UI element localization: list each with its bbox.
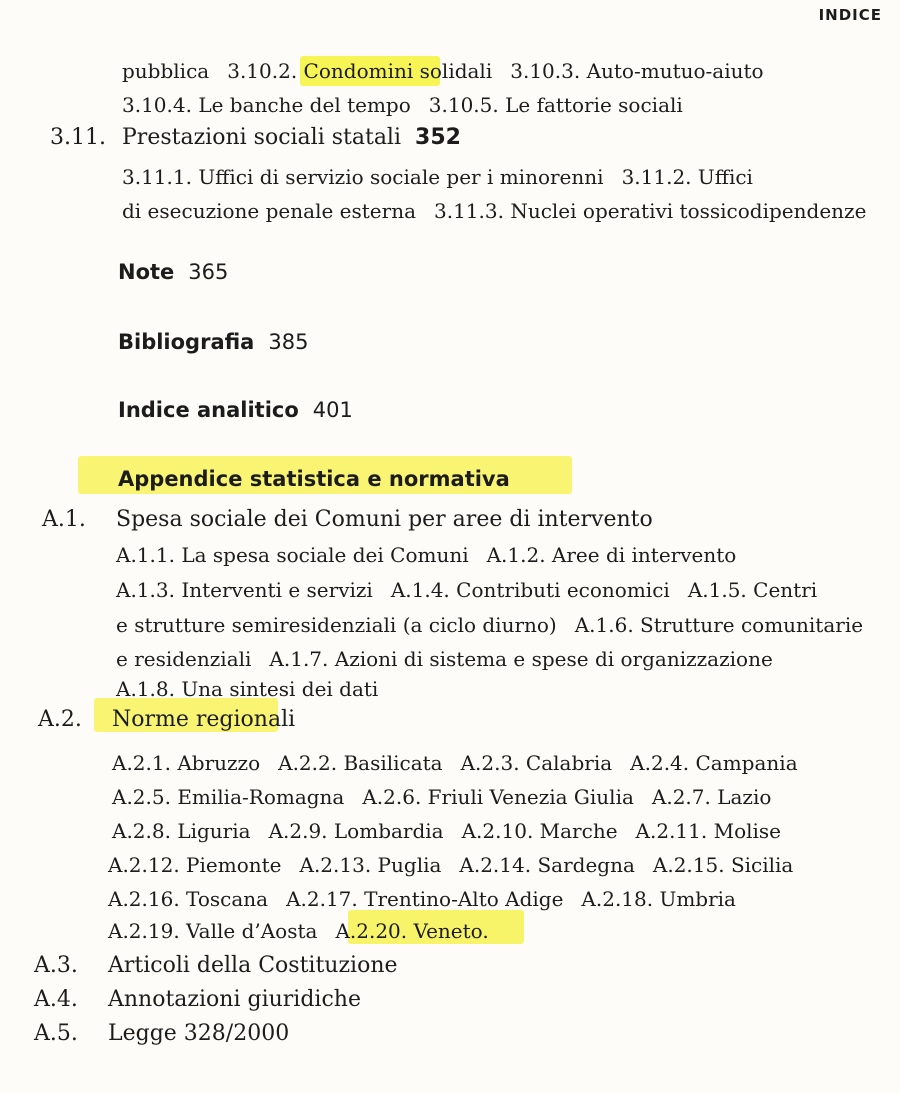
toc-entry[interactable]: A.1.2. Aree di intervento [486,543,737,567]
toc-line [116,542,736,568]
section-title[interactable]: Articoli della Costituzione [108,953,398,978]
toc-entry[interactable]: A.2.17. Trentino-Alto Adige [286,887,564,911]
toc-entry[interactable]: 3.11.2. Uffici [621,165,753,189]
toc-entry[interactable]: 3.11.1. Uffici di servizio sociale per i minorenni [122,165,604,189]
toc-entry[interactable]: A.2.3. Calabria [460,751,613,775]
toc-text: pubblica [122,59,210,83]
toc-entry[interactable]: A.2.18. Umbria [581,887,736,911]
section-number: 3.11. [50,125,106,150]
toc-line [116,676,378,702]
heading-title: Indice analitico [118,398,299,422]
toc-entry[interactable]: A.2.14. Sardegna [459,853,635,877]
toc-line [122,58,764,84]
toc-line [108,852,793,878]
section-number: A.2. [38,707,82,732]
toc-entry[interactable]: A.2.10. Marche [461,819,618,843]
toc-bibliografia[interactable] [118,330,308,354]
section-title: Prestazioni sociali statali [122,125,402,150]
toc-entry[interactable]: A.1.1. La spesa sociale dei Comuni [116,543,469,567]
toc-note[interactable] [118,260,228,284]
toc-line [116,646,773,672]
running-header: INDICE [818,6,882,24]
toc-line [116,577,817,603]
toc-text: e strutture semiresidenziali (a ciclo diurno) [116,613,557,637]
section-title[interactable]: Spesa sociale dei Comuni per aree di intervento [116,507,653,532]
toc-line [116,612,863,638]
toc-line [122,92,683,118]
toc-entry[interactable]: A.2.7. Lazio [651,785,772,809]
toc-entry[interactable]: A.2.8. Liguria [112,819,251,843]
toc-entry[interactable]: A.1.8. Una sintesi dei dati [116,677,379,701]
section-title[interactable]: Legge 328/2000 [108,1021,290,1046]
toc-entry[interactable]: A.2.4. Campania [630,751,798,775]
toc-entry[interactable]: A.2.13. Puglia [299,853,442,877]
toc-entry[interactable]: A.2.19. Valle d’Aosta [108,919,318,943]
toc-entry[interactable]: A.2.5. Emilia-Romagna [112,785,345,809]
toc-entry[interactable]: A.1.7. Azioni di sistema e spese di organizzazione [269,647,773,671]
page-number: 401 [312,398,353,422]
toc-line [108,886,736,912]
toc-entry[interactable]: A.1.3. Interventi e servizi [116,578,373,602]
heading-title: Bibliografia [118,330,255,354]
toc-entry[interactable]: A.2.1. Abruzzo [112,751,261,775]
section-number: A.4. [34,987,78,1012]
section-number: A.1. [42,507,86,532]
page-number: 385 [268,330,309,354]
toc-entry[interactable]: A.2.20. Veneto. [335,919,489,943]
toc-text: di esecuzione penale esterna [122,199,416,223]
toc-entry[interactable]: A.1.5. Centri [687,578,818,602]
section-title[interactable]: Annotazioni giuridiche [108,987,361,1012]
section-number: A.3. [34,953,78,978]
toc-entry[interactable]: 3.11.3. Nuclei operativi tossicodipendenze [434,199,867,223]
section-entry[interactable] [122,124,461,152]
toc-entry[interactable]: A.2.6. Friuli Venezia Giulia [362,785,634,809]
heading-title: Note [118,260,175,284]
section-number: A.5. [34,1021,78,1046]
toc-appendice[interactable]: Appendice statistica e normativa [118,467,510,491]
toc-entry[interactable]: A.2.11. Molise [635,819,782,843]
toc-line [122,198,866,224]
toc-line [112,818,781,844]
toc-entry[interactable]: 3.10.2. Condomini solidali [227,59,493,83]
toc-entry[interactable]: A.2.15. Sicilia [652,853,794,877]
toc-entry[interactable]: 3.10.4. Le banche del tempo [122,93,411,117]
toc-line [112,750,798,776]
toc-entry[interactable]: A.2.16. Toscana [108,887,269,911]
toc-entry[interactable]: A.2.9. Lombardia [268,819,444,843]
toc-entry[interactable]: 3.10.3. Auto-mutuo-aiuto [510,59,764,83]
toc-entry[interactable]: A.2.2. Basilicata [278,751,443,775]
section-title[interactable]: Norme regionali [112,707,296,732]
toc-line [112,784,771,810]
toc-entry[interactable]: A.2.12. Piemonte [108,853,282,877]
toc-line [108,918,489,944]
toc-indice-analitico[interactable] [118,398,353,422]
toc-entry[interactable]: A.1.4. Contributi economici [390,578,670,602]
page-number: 352 [415,125,461,150]
toc-entry[interactable]: A.1.6. Strutture comunitarie [574,613,864,637]
page-number: 365 [188,260,229,284]
toc-entry[interactable]: 3.10.5. Le fattorie sociali [428,93,683,117]
toc-line [122,164,753,190]
toc-text: e residenziali [116,647,252,671]
